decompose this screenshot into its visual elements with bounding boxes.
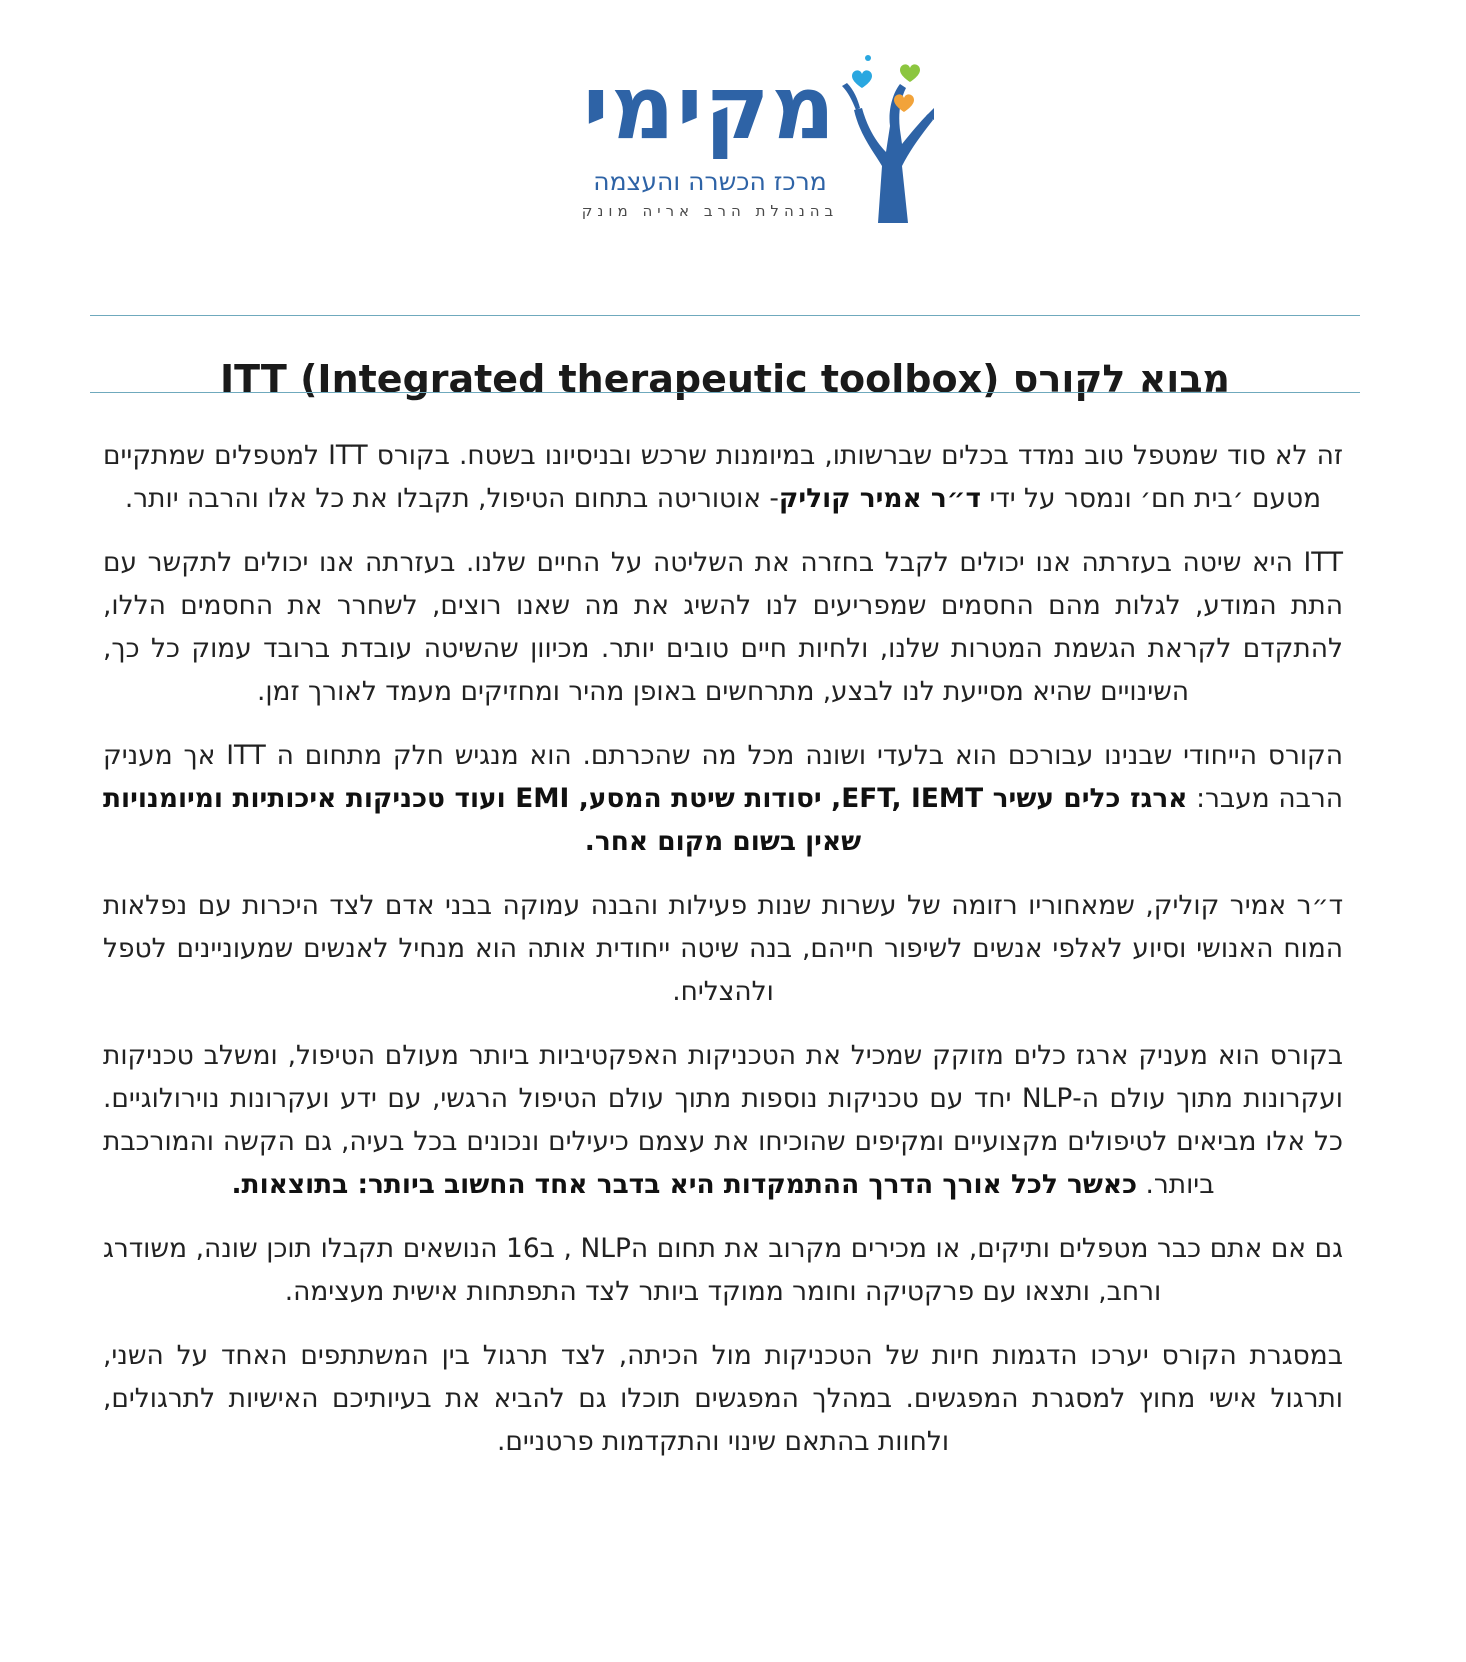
paragraph-intro (103, 434, 1343, 520)
document-title: מבוא לקורס ITT (Integrated therapeutic toolbox) (219, 357, 1231, 402)
logo-brand-name: מקימי (583, 56, 837, 159)
tree-hearts-icon (830, 48, 935, 223)
title-rule-top (90, 315, 1360, 316)
paragraph-text: ד״ר אמיר קוליק, שמאחוריו רזומה של עשרות שנות פעילות והבנה עמוקה בבני אדם לצד היכרות עם נפלאות המוח האנושי וסיוע לאלפי אנשים לשיפור חייהם, בנה שיטה ייחודית אותה הוא מנחיל לאנשים שמעוניינים לטפל ולהצליח. (103, 890, 1343, 1007)
paragraph-text: זה לא סוד שמטפל טוב נמדד בכלים שברשותו, במיומנות שרכש ובניסיונו בשטח. בקורס ITT למטפלים שמתקיים מטעם ׳בית חם׳ ונמסר על ידי (103, 440, 1343, 514)
paragraph-emphasis: ד״ר אמיר קוליק (778, 483, 982, 514)
paragraph-experienced (103, 1227, 1343, 1313)
paragraph-text: הקורס הייחודי שבנינו עבורכם הוא בלעדי ושונה מכל מה שהכרתם. הוא מנגיש חלק מתחום ה ITT אך מעניק הרבה מעבר: (103, 740, 1343, 814)
paragraph-instructor (103, 884, 1343, 1013)
paragraph-text: במסגרת הקורס יערכו הדגמות חיות של הטכניקות מול הכיתה, לצד תרגול בין המשתתפים האחד על השני, ותרגול אישי מחוץ למסגרת המפגשים. במהלך המפגשים תוכלו גם להביא את בעיותיכם האישיות לתרגולים, ולחוות בהתאם שינוי והתקדמות פרטניים. (103, 1340, 1343, 1457)
paragraph-emphasis: ארגז כלים עשיר EFT, IEMT, יסודות שיטת המסע, EMI ועוד טכניקות איכותיות ומיומנויות שאין בשום מקום אחר. (103, 783, 1188, 857)
document-body (103, 434, 1343, 1484)
paragraph-practice (103, 1334, 1343, 1463)
logo-subtitle: בהנהלת הרב אריה מונק (581, 202, 839, 220)
paragraph-toolbox (103, 1034, 1343, 1206)
paragraph-emphasis: כאשר לכל אורך הדרך ההתמקדות היא בדבר אחד החשוב ביותר: בתוצאות. (231, 1169, 1138, 1200)
paragraph-text: בקורס הוא מעניק ארגז כלים מזוקק שמכיל את הטכניקות האפקטיביות ביותר מעולם הטיפול, ומשלב טכניקות ועקרונות מתוך עולם ה-NLP יחד עם טכניקות נוספות מתוך עולם הטיפול הרגשי, עם ידע ועקרונות נוירולוגיים. כל אלו מביאים לטיפולים מקצועיים ומקיפים שהוכיחו את עצמם כיעילים ונכונים בכל בעיה, גם הקשה והמורכבת ביותר. (103, 1040, 1343, 1200)
paragraph-text: - אוטוריטה בתחום הטיפול, תקבלו את כל אלו והרבה יותר. (124, 483, 779, 514)
title-rule-bottom (90, 392, 1360, 393)
logo-tagline: מרכז הכשרה והעצמה (593, 167, 827, 196)
paragraph-text: גם אם אתם כבר מטפלים ותיקים, או מכירים מקרוב את תחום הNLP , ב16 הנושאים תקבלו תוכן שונה, משודרג ורחב, ותצאו עם פרקטיקה וחומר ממוקד ביותר לצד התפתחות אישית מעצימה. (103, 1233, 1343, 1307)
center-logo (575, 48, 935, 228)
paragraph-text: ITT היא שיטה בעזרתה אנו יכולים לקבל בחזרה את השליטה על החיים שלנו. בעזרתה אנו יכולים לתקשר עם התת המודע, לגלות מהם החסמים שמפריעים לנו להשיג את מה שאנו רוצים, לשחרר את החסמים הללו, להתקדם לקראת הגשמת המטרות שלנו, ולחיות חיים טובים יותר. מכיוון שהשיטה עובדת ברובד עמוק כל כך, השינויים שהיא מסייעת לנו לבצע, מתרחשים באופן מהיר ומחזיקים מעמד לאורך זמן. (103, 547, 1343, 707)
paragraph-unique-course (103, 734, 1343, 863)
paragraph-method (103, 541, 1343, 713)
